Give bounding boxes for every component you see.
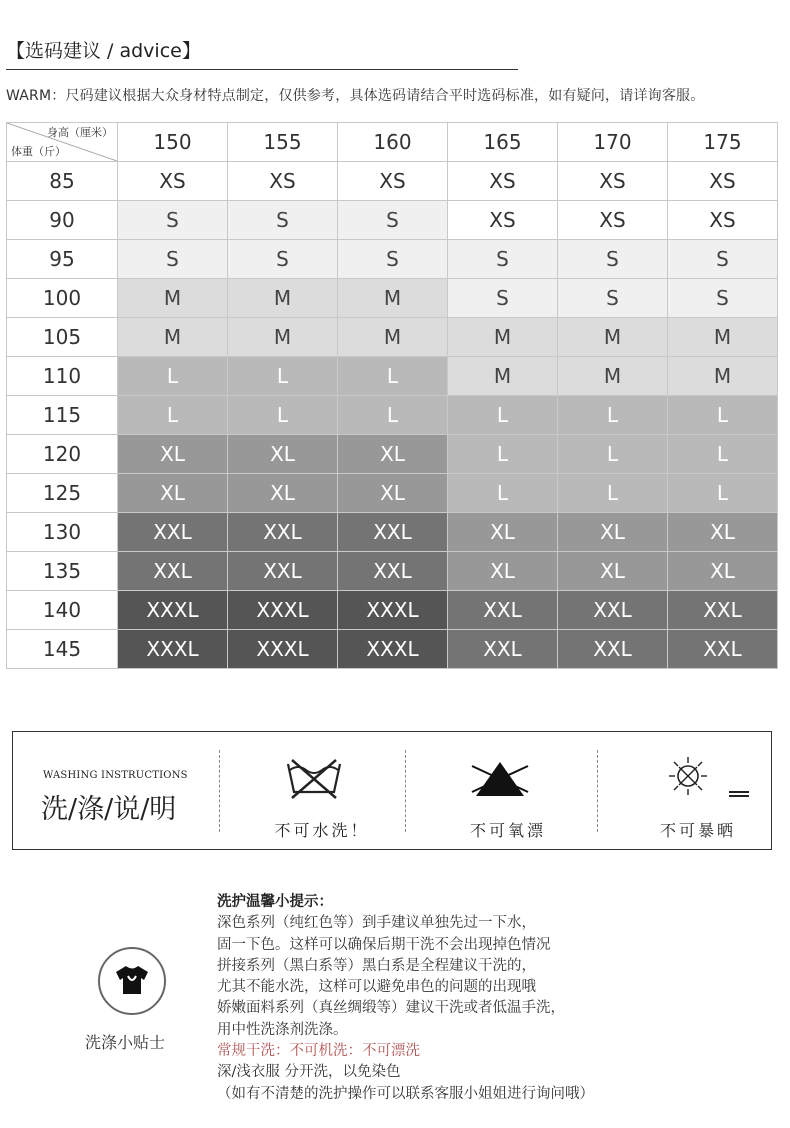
tips-line: 娇嫩面料系列（真丝绸缎等）建议干洗或者低温手洗， [217, 1000, 565, 1017]
size-cell: M [558, 318, 668, 357]
size-cell: L [228, 357, 338, 396]
size-cell: M [338, 279, 448, 318]
size-cell: XS [338, 162, 448, 201]
title-underline [6, 69, 518, 70]
corner-cell [7, 123, 118, 162]
size-cell: XS [448, 162, 558, 201]
weight-cell: 95 [7, 240, 118, 279]
size-cell: L [668, 396, 778, 435]
size-cell: M [118, 279, 228, 318]
weight-cell: 90 [7, 201, 118, 240]
size-cell: XXL [668, 591, 778, 630]
table-row [7, 162, 778, 201]
weight-cell: 120 [7, 435, 118, 474]
wash-label: 不可水洗！ [274, 821, 370, 840]
weight-cell: 105 [7, 318, 118, 357]
weight-cell: 85 [7, 162, 118, 201]
size-cell: L [118, 396, 228, 435]
size-cell: XL [558, 513, 668, 552]
table-row [7, 240, 778, 279]
size-cell: XS [668, 201, 778, 240]
size-cell: M [118, 318, 228, 357]
size-cell: L [338, 357, 448, 396]
size-cell: S [448, 240, 558, 279]
size-cell: S [338, 201, 448, 240]
size-cell: S [118, 240, 228, 279]
table-row [7, 201, 778, 240]
size-cell: L [448, 474, 558, 513]
table-row [7, 552, 778, 591]
height-header: 150 [118, 123, 228, 162]
size-cell: XS [228, 162, 338, 201]
size-cell: XL [668, 552, 778, 591]
size-cell: L [338, 396, 448, 435]
size-cell: XXL [118, 552, 228, 591]
size-cell: S [228, 240, 338, 279]
size-cell: XL [668, 513, 778, 552]
size-cell: XL [338, 435, 448, 474]
size-cell: L [448, 435, 558, 474]
tips-line: 尤其不能水洗，这样可以避免串色的问题的出现哦 [217, 979, 536, 996]
size-cell: S [558, 279, 668, 318]
size-cell: XXXL [338, 591, 448, 630]
size-cell: L [668, 474, 778, 513]
washing-title-cn: 洗/涤/说/明 [41, 794, 177, 825]
tips-warning: 常规干洗：不可机洗：不可漂洗 [217, 1043, 420, 1060]
tips-icon-circle [98, 947, 166, 1015]
tips-line: 深色系列（纯红色等）到手建议单独先过一下水， [217, 915, 536, 932]
size-cell: XL [118, 435, 228, 474]
weight-cell: 140 [7, 591, 118, 630]
size-cell: S [118, 201, 228, 240]
size-cell: XL [228, 474, 338, 513]
size-cell: XXXL [228, 630, 338, 669]
table-row [7, 474, 778, 513]
size-cell: XL [118, 474, 228, 513]
size-cell: XS [668, 162, 778, 201]
size-cell: L [558, 435, 668, 474]
size-cell: M [668, 318, 778, 357]
tips-line: 用中性洗涤剂洗涤。 [217, 1021, 348, 1038]
size-cell: XXL [338, 513, 448, 552]
tips-line: 固一下色。这样可以确保后期干洗不会出现掉色情况 [217, 936, 551, 953]
size-cell: XS [448, 201, 558, 240]
size-cell: M [228, 318, 338, 357]
height-header: 175 [668, 123, 778, 162]
wash-item-no-bleach [413, 732, 603, 849]
weight-cell: 100 [7, 279, 118, 318]
weight-cell: 115 [7, 396, 118, 435]
table-header-row [7, 123, 778, 162]
size-cell: M [558, 357, 668, 396]
table-row [7, 435, 778, 474]
size-cell: XL [228, 435, 338, 474]
height-header: 165 [448, 123, 558, 162]
size-cell: M [228, 279, 338, 318]
wash-item-no-sun [603, 732, 790, 849]
size-cell: XXL [338, 552, 448, 591]
height-header: 155 [228, 123, 338, 162]
size-cell: XXXL [118, 630, 228, 669]
size-cell: L [558, 396, 668, 435]
divider [219, 750, 220, 832]
size-cell: XXL [448, 630, 558, 669]
size-cell: L [448, 396, 558, 435]
tips-line: （如有不清楚的洗护操作可以联系客服小姐姐进行询问哦） [217, 1085, 594, 1102]
size-cell: L [668, 435, 778, 474]
size-cell: L [118, 357, 228, 396]
size-cell: S [228, 201, 338, 240]
table-row [7, 591, 778, 630]
tips-heading: 洗护温馨小提示： [217, 894, 333, 910]
wash-label: 不可暴晒 [659, 821, 736, 840]
size-cell: S [338, 240, 448, 279]
size-cell: XXL [668, 630, 778, 669]
size-cell: XXXL [118, 591, 228, 630]
size-cell: XS [558, 162, 668, 201]
weight-cell: 125 [7, 474, 118, 513]
size-cell: XL [338, 474, 448, 513]
washing-title-en: WASHING INSTRUCTIONS [43, 770, 188, 781]
page-title: 【选码建议 / advice】 [6, 40, 201, 62]
no-bleach-icon [468, 754, 532, 802]
size-cell: M [448, 318, 558, 357]
no-water-wash-icon [282, 754, 346, 802]
size-cell: S [668, 240, 778, 279]
weight-cell: 130 [7, 513, 118, 552]
size-cell: XXXL [228, 591, 338, 630]
table-row [7, 318, 778, 357]
size-cell: XS [558, 201, 668, 240]
weight-axis-label: 体重（斤） [11, 145, 66, 158]
size-cell: L [558, 474, 668, 513]
size-cell: XL [558, 552, 668, 591]
tshirt-icon [114, 964, 150, 996]
mark-icon [729, 790, 751, 800]
tips-line: 拼接系列（黑白系等）黑白系是全程建议干洗的， [217, 957, 536, 974]
size-cell: XXL [228, 552, 338, 591]
weight-cell: 110 [7, 357, 118, 396]
table-row [7, 279, 778, 318]
warm-notice: WARM：尺码建议根据大众身材特点制定，仅供参考，具体选码请结合平时选码标准，如有疑问，请详询客服。 [6, 88, 705, 104]
weight-cell: 145 [7, 630, 118, 669]
size-cell: XXL [228, 513, 338, 552]
size-chart-table [6, 122, 778, 669]
care-tips [217, 892, 594, 1105]
size-cell: XL [448, 552, 558, 591]
size-cell: L [228, 396, 338, 435]
height-header: 170 [558, 123, 668, 162]
height-axis-label: 身高（厘米） [47, 126, 113, 139]
wash-item-no-water [227, 732, 417, 849]
no-sun-exposure-icon [663, 754, 713, 802]
size-cell: M [668, 357, 778, 396]
height-header: 160 [338, 123, 448, 162]
size-cell: S [448, 279, 558, 318]
size-cell: XXL [558, 591, 668, 630]
washing-instructions-box [12, 731, 772, 850]
size-cell: XS [118, 162, 228, 201]
size-cell: M [448, 357, 558, 396]
wash-label: 不可氧漂 [469, 821, 546, 840]
tips-caption: 洗涤小贴士 [85, 1033, 166, 1052]
table-row [7, 396, 778, 435]
table-row [7, 357, 778, 396]
size-cell: XXL [448, 591, 558, 630]
size-cell: S [668, 279, 778, 318]
size-cell: XXL [118, 513, 228, 552]
size-cell: XXL [558, 630, 668, 669]
table-row [7, 630, 778, 669]
weight-cell: 135 [7, 552, 118, 591]
tips-line: 深/浅衣服 分开洗，以免染色 [217, 1064, 401, 1081]
table-row [7, 513, 778, 552]
size-cell: M [338, 318, 448, 357]
size-cell: XL [448, 513, 558, 552]
size-cell: S [558, 240, 668, 279]
size-cell: XXXL [338, 630, 448, 669]
